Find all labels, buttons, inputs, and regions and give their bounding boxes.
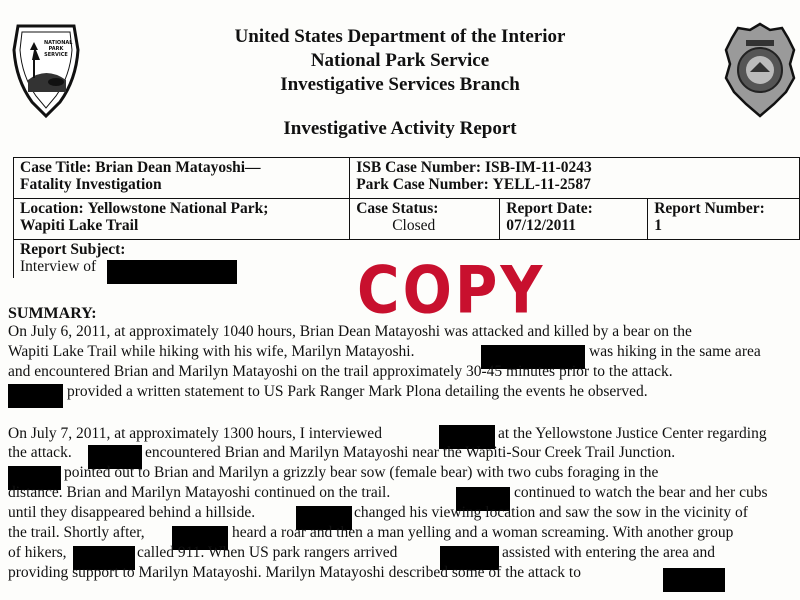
redaction-box — [663, 568, 725, 592]
nps-logo-text: NATIONAL PARK SERVICE — [44, 40, 73, 58]
summary-p2-line7a: of hikers, — [8, 544, 67, 561]
park-case-value: YELL-11-2587 — [492, 176, 591, 193]
park-case-label: Park Case Number: — [356, 176, 489, 193]
report-subject-label: Report Subject: — [20, 241, 126, 258]
summary-p2-line6b: heard a roar and then a man yelling and a woman screaming. With another group — [232, 524, 734, 541]
case-status-cell — [350, 199, 500, 240]
location-cell — [14, 199, 350, 240]
summary-p2-line8: providing support to Marilyn Matayoshi. Marilyn Matayoshi described some of the attack to — [8, 564, 581, 581]
summary-p2-line2a: the attack. — [8, 444, 72, 461]
summary-p1-line1: On July 6, 2011, at approximately 1040 hours, Brian Dean Matayoshi was attacked and killed by a bear on the — [8, 323, 692, 340]
report-date-label: Report Date: — [506, 200, 593, 217]
summary-p2-line6a: the trail. Shortly after, — [8, 524, 145, 541]
redaction-box — [107, 260, 237, 284]
summary-p2-line7b: called 911. When US park rangers arrived — [137, 544, 398, 561]
isb-case-label: ISB Case Number: — [356, 159, 482, 176]
report-date-value: 07/12/2011 — [506, 217, 577, 234]
report-number-value: 1 — [654, 217, 662, 234]
redaction-box — [8, 384, 63, 408]
summary-heading: SUMMARY: — [8, 305, 97, 322]
case-number-cell — [350, 158, 800, 199]
ranger-badge-icon — [722, 20, 798, 120]
summary-p2-line7c: assisted with entering the area and — [502, 544, 716, 561]
isb-case-value: ISB-IM-11-0243 — [484, 159, 592, 176]
agency-line-3: Investigative Services Branch — [280, 74, 520, 95]
case-title-value: Brian Dean Matayoshi— — [95, 159, 261, 176]
case-status-label: Case Status: — [356, 200, 439, 217]
summary-p2-line5a: until they disappeared behind a hillside. — [8, 504, 256, 521]
location-label: Location: — [20, 200, 84, 217]
report-number-cell — [648, 199, 800, 240]
agency-line-1: United States Department of the Interior — [234, 26, 566, 47]
summary-p2-line1b: at the Yellowstone Justice Center regarding — [498, 425, 767, 442]
summary-p2-line2b: encountered Brian and Marilyn Matayoshi near the Wapiti-Sour Creek Trail Junction. — [145, 444, 676, 461]
summary-p2-line4b: continued to watch the bear and her cubs — [514, 484, 768, 501]
report-number-label: Report Number: — [654, 200, 765, 217]
report-title: Investigative Activity Report — [283, 118, 517, 139]
summary-p2-line3: pointed out to Brian and Marilyn a grizzly bear sow (female bear) with two cubs foraging in the — [64, 464, 659, 481]
summary-p2-line4a: distance. Brian and Marilyn Matayoshi continued on the trail. — [8, 484, 391, 501]
case-status-value: Closed — [392, 217, 436, 234]
location-line2: Wapiti Lake Trail — [20, 217, 139, 234]
copy-stamp: COPY — [357, 252, 546, 329]
case-title-cell — [14, 158, 350, 199]
report-subject-value: Interview of — [20, 258, 97, 275]
nps-arrowhead-icon — [10, 20, 82, 118]
summary-p1-line2b: was hiking in the same area — [589, 343, 761, 360]
summary-p1-line4: provided a written statement to US Park Ranger Mark Plona detailing the events he observed. — [67, 383, 648, 400]
location-value: Yellowstone National Park; — [87, 200, 269, 217]
summary-p1-line2a: Wapiti Lake Trail while hiking with his wife, Marilyn Matayoshi. — [8, 343, 415, 360]
summary-p2-line5b: changed his viewing location and saw the sow in the vicinity of — [354, 504, 748, 521]
summary-p1-line3: and encountered Brian and Marilyn Matayoshi on the trail approximately 30-45 minutes prior to the attack. — [8, 363, 673, 380]
case-title-line2: Fatality Investigation — [20, 176, 162, 193]
summary-p2-line1a: On July 7, 2011, at approximately 1300 hours, I interviewed — [8, 425, 382, 442]
agency-line-2: National Park Service — [310, 50, 490, 71]
report-date-cell — [500, 199, 648, 240]
case-title-label: Case Title: — [20, 159, 92, 176]
